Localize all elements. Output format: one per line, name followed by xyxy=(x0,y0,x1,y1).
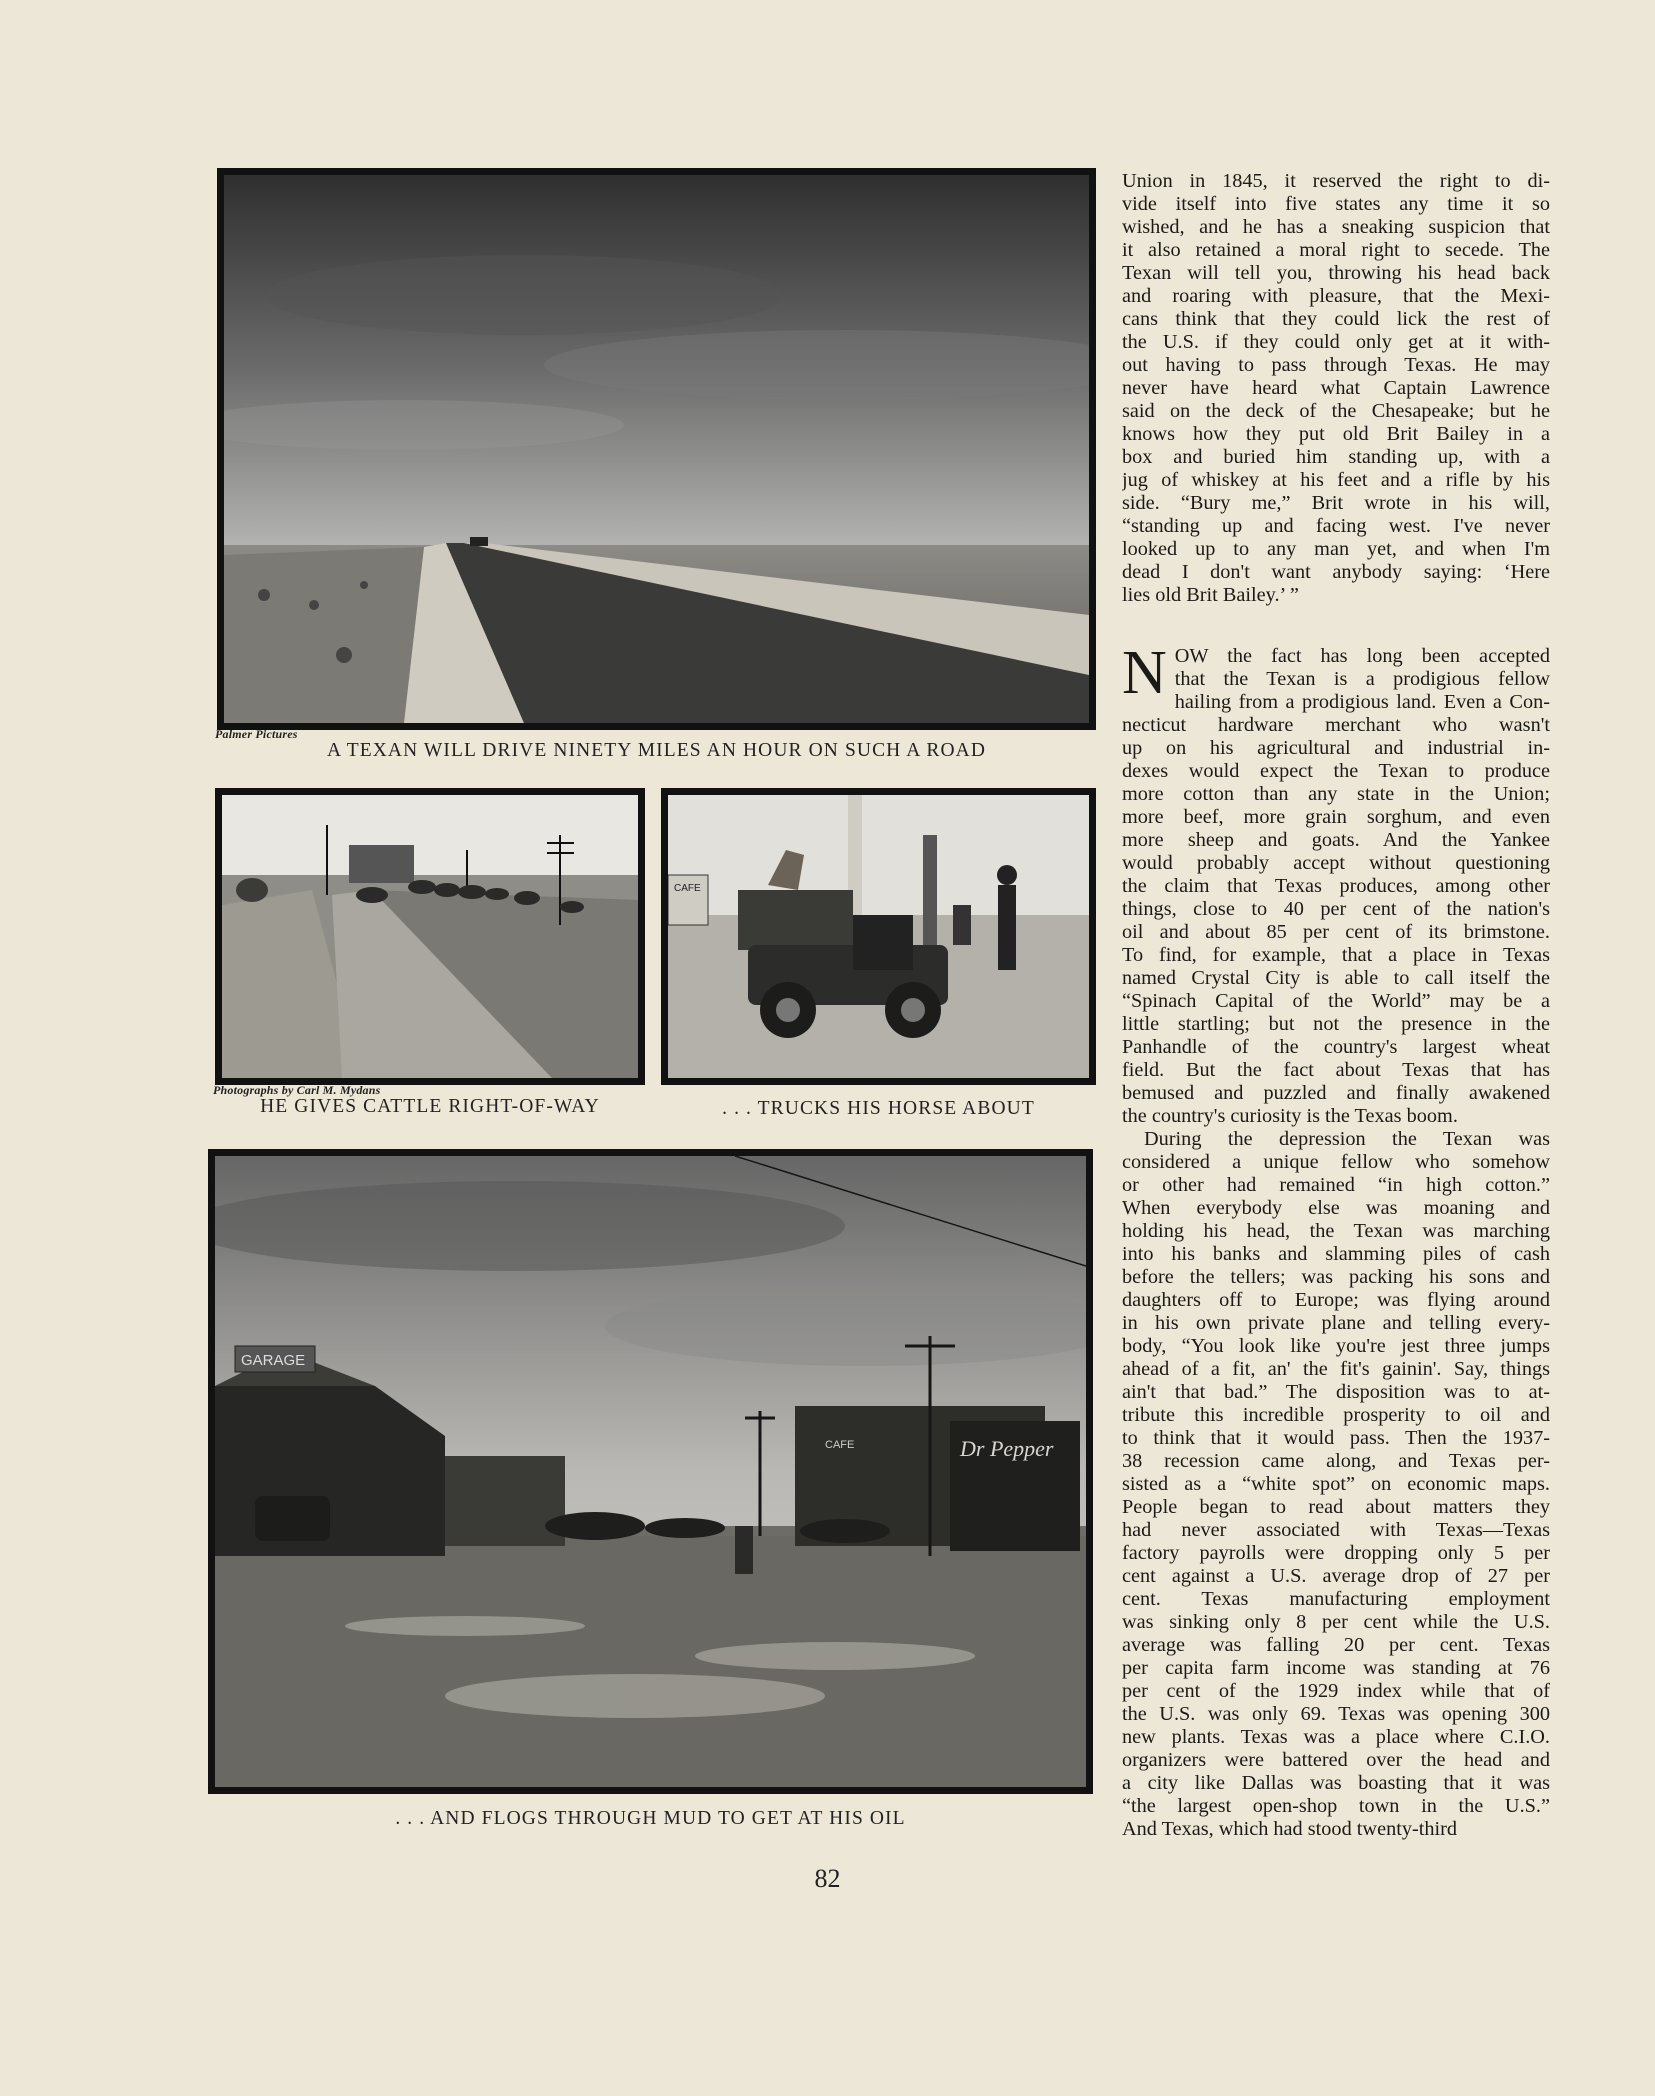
garage-sign-text: GARAGE xyxy=(241,1352,306,1369)
text-line: things, close to 40 per cent of the nation's xyxy=(1122,898,1550,920)
caption-truck: . . . TRUCKS HIS HORSE ABOUT xyxy=(722,1098,1035,1119)
text-line: and roaring with pleasure, that the Mexi- xyxy=(1122,285,1550,307)
text-line: per capita farm income was standing at 76 xyxy=(1122,1657,1550,1679)
text-line: jug of whiskey at his feet and a rifle by his xyxy=(1122,469,1550,491)
text-line: or other had remained “in high cotton.” xyxy=(1122,1174,1550,1196)
text-line: bemused and puzzled and finally awakened xyxy=(1122,1082,1550,1104)
text-line: oil and about 85 per cent of its brimstone. xyxy=(1122,921,1550,943)
text-line: a city like Dallas was boasting that it was xyxy=(1122,1772,1550,1794)
text-line: into his banks and slamming piles of cash xyxy=(1122,1243,1550,1265)
text-line: And Texas, which had stood twenty-third xyxy=(1122,1818,1458,1840)
text-line: little startling; but not the presence in the xyxy=(1122,1013,1550,1035)
text-line: Texan will tell you, throwing his head back xyxy=(1122,262,1550,284)
text-line: Panhandle of the country's largest wheat xyxy=(1122,1036,1550,1058)
text-line: ain't that bad.” The disposition was to at- xyxy=(1122,1381,1550,1403)
article-paragraph-2 xyxy=(1122,639,1550,1128)
photo-highway xyxy=(217,168,1096,730)
text-line: wished, and he has a sneaking suspicion that xyxy=(1122,216,1550,238)
text-line: named Crystal City is able to call itself the xyxy=(1122,967,1550,989)
text-line: average was falling 20 per cent. Texas xyxy=(1122,1634,1550,1656)
text-line: more cotton than any state in the Union; xyxy=(1122,783,1550,805)
text-line: 38 recession came along, and Texas per- xyxy=(1122,1450,1550,1472)
text-line: body, “You look like you're jest three jumps xyxy=(1122,1335,1550,1357)
text-line: hailing from a prodigious land. Even a Con- xyxy=(1174,691,1550,713)
text-line: dead I don't want anybody saying: ‘Here xyxy=(1122,561,1550,583)
text-line: field. But the fact about Texas that has xyxy=(1122,1059,1550,1081)
photo-credit-mydans: Photographs by Carl M. Mydans xyxy=(213,1083,381,1097)
page-number: 82 xyxy=(814,1864,841,1893)
text-line: said on the deck of the Chesapeake; but he xyxy=(1122,400,1550,422)
text-line: organizers were battered over the head and xyxy=(1122,1749,1550,1771)
text-line: vide itself into five states any time it so xyxy=(1122,193,1550,215)
text-line: would probably accept without questioning xyxy=(1122,852,1550,874)
text-line: the country's curiosity is the Texas boom. xyxy=(1122,1105,1458,1127)
text-line: sisted as a “white spot” on economic maps. xyxy=(1122,1473,1550,1495)
text-line: was sinking only 8 per cent while the U.S. xyxy=(1122,1611,1550,1633)
text-line: in his own private plane and telling every- xyxy=(1122,1312,1550,1334)
article-paragraph-1 xyxy=(1122,170,1550,607)
text-line: looked up to any man yet, and when I'm xyxy=(1122,538,1550,560)
cafe-sign-text: CAFE xyxy=(674,883,701,894)
photo-muddy-street xyxy=(208,1149,1093,1794)
dr-pepper-sign-text: Dr Pepper xyxy=(960,1436,1054,1461)
text-line: To find, for example, that a place in Texas xyxy=(1122,944,1550,966)
text-line: per cent of the 1929 index while that of xyxy=(1122,1680,1550,1702)
text-line: had never associated with Texas—Texas xyxy=(1122,1519,1550,1541)
text-line: daughters off to Europe; was flying around xyxy=(1122,1289,1550,1311)
text-line: to think that it would pass. Then the 1937- xyxy=(1122,1427,1550,1449)
caption-cattle: HE GIVES CATTLE RIGHT-OF-WAY xyxy=(260,1096,600,1117)
text-line: tribute this incredible prosperity to oil and xyxy=(1122,1404,1550,1426)
text-line: box and buried him standing up, with a xyxy=(1122,446,1550,468)
cafe-street-sign-text: CAFE xyxy=(825,1439,855,1451)
text-line: considered a unique fellow who somehow xyxy=(1122,1151,1550,1173)
article-column xyxy=(1122,170,1550,1841)
caption-highway: A TEXAN WILL DRIVE NINETY MILES AN HOUR ON SUCH A ROAD xyxy=(326,740,986,761)
text-line: “the largest open-shop town in the U.S.” xyxy=(1122,1795,1550,1817)
text-line: before the tellers; was packing his sons and xyxy=(1122,1266,1550,1288)
drop-cap: N xyxy=(1122,639,1167,707)
photo-credit-palmer: Palmer Pictures xyxy=(215,727,298,741)
text-line: knows how they put old Brit Bailey in a xyxy=(1122,423,1550,445)
text-line: During the depression the Texan was xyxy=(1144,1128,1550,1150)
text-line: cans think that they could lick the rest of xyxy=(1122,308,1550,330)
text-line: dexes would expect the Texan to produce xyxy=(1122,760,1550,782)
article-paragraph-3 xyxy=(1122,1128,1550,1841)
photo-truck xyxy=(661,788,1096,1085)
text-line: it also retained a moral right to secede. The xyxy=(1122,239,1550,261)
text-line: “standing up and facing west. I've never xyxy=(1122,515,1550,537)
text-line: the U.S. if they could only get at it with- xyxy=(1122,331,1550,353)
text-line: People began to read about matters they xyxy=(1122,1496,1550,1518)
text-line: When everybody else was moaning and xyxy=(1122,1197,1550,1219)
text-line: OW the fact has long been accepted xyxy=(1174,645,1550,667)
caption-muddy-street: . . . AND FLOGS THROUGH MUD TO GET AT HIS OIL xyxy=(395,1808,906,1829)
text-line: more beef, more grain sorghum, and even xyxy=(1122,806,1550,828)
highway-image xyxy=(224,175,1089,723)
truck-image xyxy=(668,795,1089,1078)
text-line: holding his head, the Texan was marching xyxy=(1122,1220,1550,1242)
text-line: necticut hardware merchant who wasn't xyxy=(1122,714,1550,736)
text-line: the claim that Texas produces, among other xyxy=(1122,875,1550,897)
text-line: lies old Brit Bailey.’ ” xyxy=(1122,584,1299,606)
text-line: out having to pass through Texas. He may xyxy=(1122,354,1550,376)
muddy-street-image xyxy=(215,1156,1086,1787)
photo-cattle xyxy=(215,788,645,1085)
text-line: ahead of a fit, an' the fit's gainin'. Say, things xyxy=(1122,1358,1550,1380)
text-line: the U.S. was only 69. Texas was opening 300 xyxy=(1122,1703,1550,1725)
text-line: more sheep and goats. And the Yankee xyxy=(1122,829,1550,851)
text-line: “Spinach Capital of the World” may be a xyxy=(1122,990,1550,1012)
text-line: that the Texan is a prodigious fellow xyxy=(1174,668,1550,690)
text-line: up on his agricultural and industrial in- xyxy=(1122,737,1550,759)
text-line: cent. Texas manufacturing employment xyxy=(1122,1588,1550,1610)
text-line: cent against a U.S. average drop of 27 per xyxy=(1122,1565,1550,1587)
text-line: side. “Bury me,” Brit wrote in his will, xyxy=(1122,492,1550,514)
text-line: factory payrolls were dropping only 5 per xyxy=(1122,1542,1550,1564)
text-line: never have heard what Captain Lawrence xyxy=(1122,377,1550,399)
text-line: Union in 1845, it reserved the right to di- xyxy=(1122,170,1550,192)
cattle-image xyxy=(222,795,638,1078)
text-line: new plants. Texas was a place where C.I.O. xyxy=(1122,1726,1550,1748)
